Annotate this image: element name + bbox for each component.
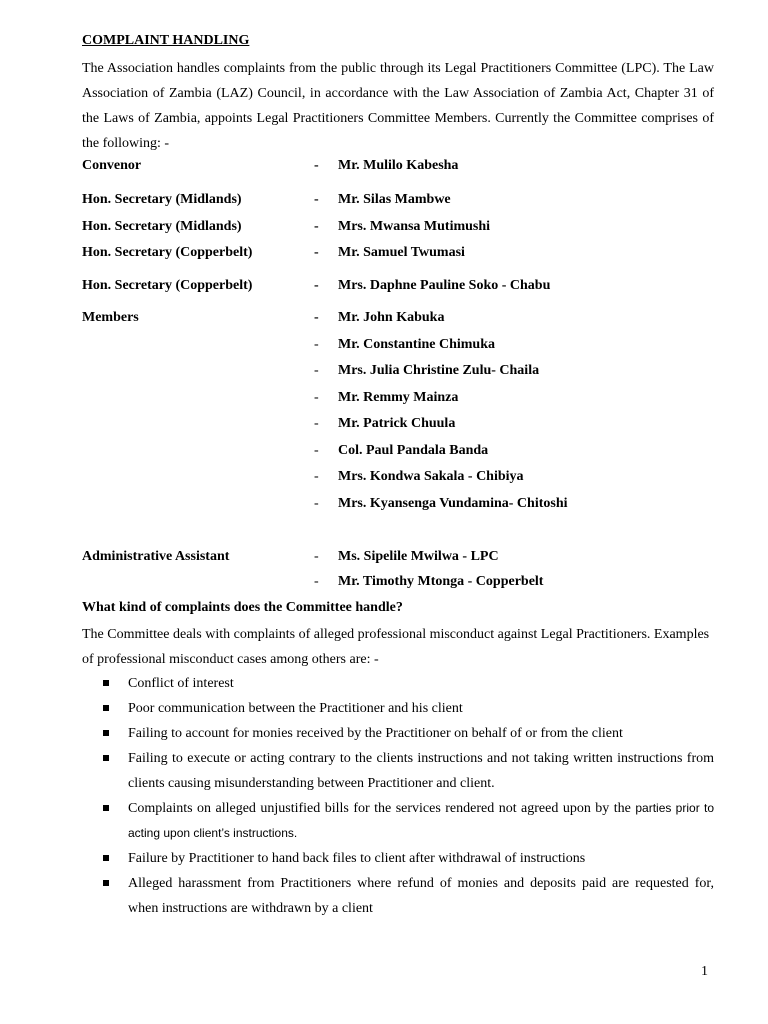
square-bullet-icon	[103, 755, 109, 761]
roster-member-name: Mrs. Daphne Pauline Soko - Chabu	[338, 278, 551, 293]
list-item-text: Alleged harassment from Practitioners where refund of monies and deposits paid are requested for, when instructions are withdrawn by a client	[128, 876, 714, 916]
list-item	[100, 746, 714, 796]
roster-member-name: Col. Paul Pandala Banda	[338, 443, 489, 458]
list-item	[100, 796, 714, 846]
square-bullet-icon	[103, 805, 109, 811]
roster-member-name: Mr. John Kabuka	[338, 310, 445, 325]
roster-member-name: Mr. Samuel Twumasi	[338, 245, 465, 260]
roster-dash: -	[314, 310, 319, 325]
roster-dash: -	[314, 219, 319, 234]
roster-dash: -	[314, 363, 319, 378]
roster-dash: -	[314, 192, 319, 207]
intro-paragraph: The Association handles complaints from the public through its Legal Practitioners Committee (LPC). The Law Association of Zambia (LAZ) Council, in accordance with the Law Association of Zambia Act, Chapter 31 of the Laws of Zambia, appoints Legal Practitioners Committee Members. Currently the Committee comprises of the following: -	[82, 61, 714, 151]
roster-dash: -	[314, 337, 319, 352]
roster-role: Convenor	[82, 158, 142, 173]
roster-dash: -	[314, 245, 319, 260]
list-item	[100, 846, 714, 871]
roster-role: Hon. Secretary (Copperbelt)	[82, 278, 253, 293]
list-item-text: Complaints on alleged unjustified bills for the services rendered not agreed upon by the	[128, 801, 636, 816]
misconduct-examples-list	[100, 671, 714, 921]
roster-dash: -	[314, 158, 319, 173]
square-bullet-icon	[103, 880, 109, 886]
square-bullet-icon	[103, 855, 109, 861]
square-bullet-icon	[103, 680, 109, 686]
roster-dash: -	[314, 443, 319, 458]
list-item-text: Failing to execute or acting contrary to the clients instructions and not taking written instructions from clients causing misunderstanding between Practitioner and client.	[128, 751, 714, 791]
roster-member-name: Mr. Silas Mambwe	[338, 192, 451, 207]
roster-member-name: Mr. Constantine Chimuka	[338, 337, 496, 352]
list-item-text: Failure by Practitioner to hand back files to client after withdrawal of instructions	[128, 851, 586, 866]
section-question: What kind of complaints does the Committee handle?	[82, 600, 403, 615]
roster-dash: -	[314, 278, 319, 293]
roster-member-name: Mr. Remmy Mainza	[338, 390, 459, 405]
roster-member-name: Mr. Mulilo Kabesha	[338, 158, 459, 173]
page-title: COMPLAINT HANDLING	[82, 33, 250, 48]
roster-role: Members	[82, 310, 139, 325]
body-paragraph: The Committee deals with complaints of alleged professional misconduct against Legal Practitioners. Examples of professional misconduct cases among others are: -	[82, 627, 710, 667]
roster-role: Hon. Secretary (Midlands)	[82, 219, 242, 234]
roster-dash: -	[314, 416, 319, 431]
list-item-text: Poor communication between the Practitioner and his client	[128, 701, 463, 716]
roster-dash: -	[314, 469, 319, 484]
list-item	[100, 721, 714, 746]
page-number: 1	[701, 964, 708, 979]
roster-member-name: Mrs. Julia Christine Zulu- Chaila	[338, 363, 540, 378]
list-item-text-tail: parties prior to acting upon client’s instructions.	[128, 801, 714, 840]
roster-dash: -	[314, 574, 319, 589]
roster-member-name: Ms. Sipelile Mwilwa - LPC	[338, 549, 499, 564]
roster-dash: -	[314, 390, 319, 405]
square-bullet-icon	[103, 730, 109, 736]
square-bullet-icon	[103, 705, 109, 711]
roster-member-name: Mr. Patrick Chuula	[338, 416, 456, 431]
roster-member-name: Mrs. Kyansenga Vundamina- Chitoshi	[338, 496, 568, 511]
roster-role: Hon. Secretary (Midlands)	[82, 192, 242, 207]
roster-dash: -	[314, 496, 319, 511]
roster-dash: -	[314, 549, 319, 564]
roster-member-name: Mrs. Mwansa Mutimushi	[338, 219, 491, 234]
list-item	[100, 871, 714, 921]
roster-member-name: Mr. Timothy Mtonga - Copperbelt	[338, 574, 544, 589]
list-item-text: Conflict of interest	[128, 676, 234, 691]
list-item	[100, 696, 714, 721]
list-item	[100, 671, 714, 696]
roster-role: Administrative Assistant	[82, 549, 230, 564]
list-item-text: Failing to account for monies received by the Practitioner on behalf of or from the client	[128, 726, 623, 741]
roster-role: Hon. Secretary (Copperbelt)	[82, 245, 253, 260]
roster-member-name: Mrs. Kondwa Sakala - Chibiya	[338, 469, 524, 484]
